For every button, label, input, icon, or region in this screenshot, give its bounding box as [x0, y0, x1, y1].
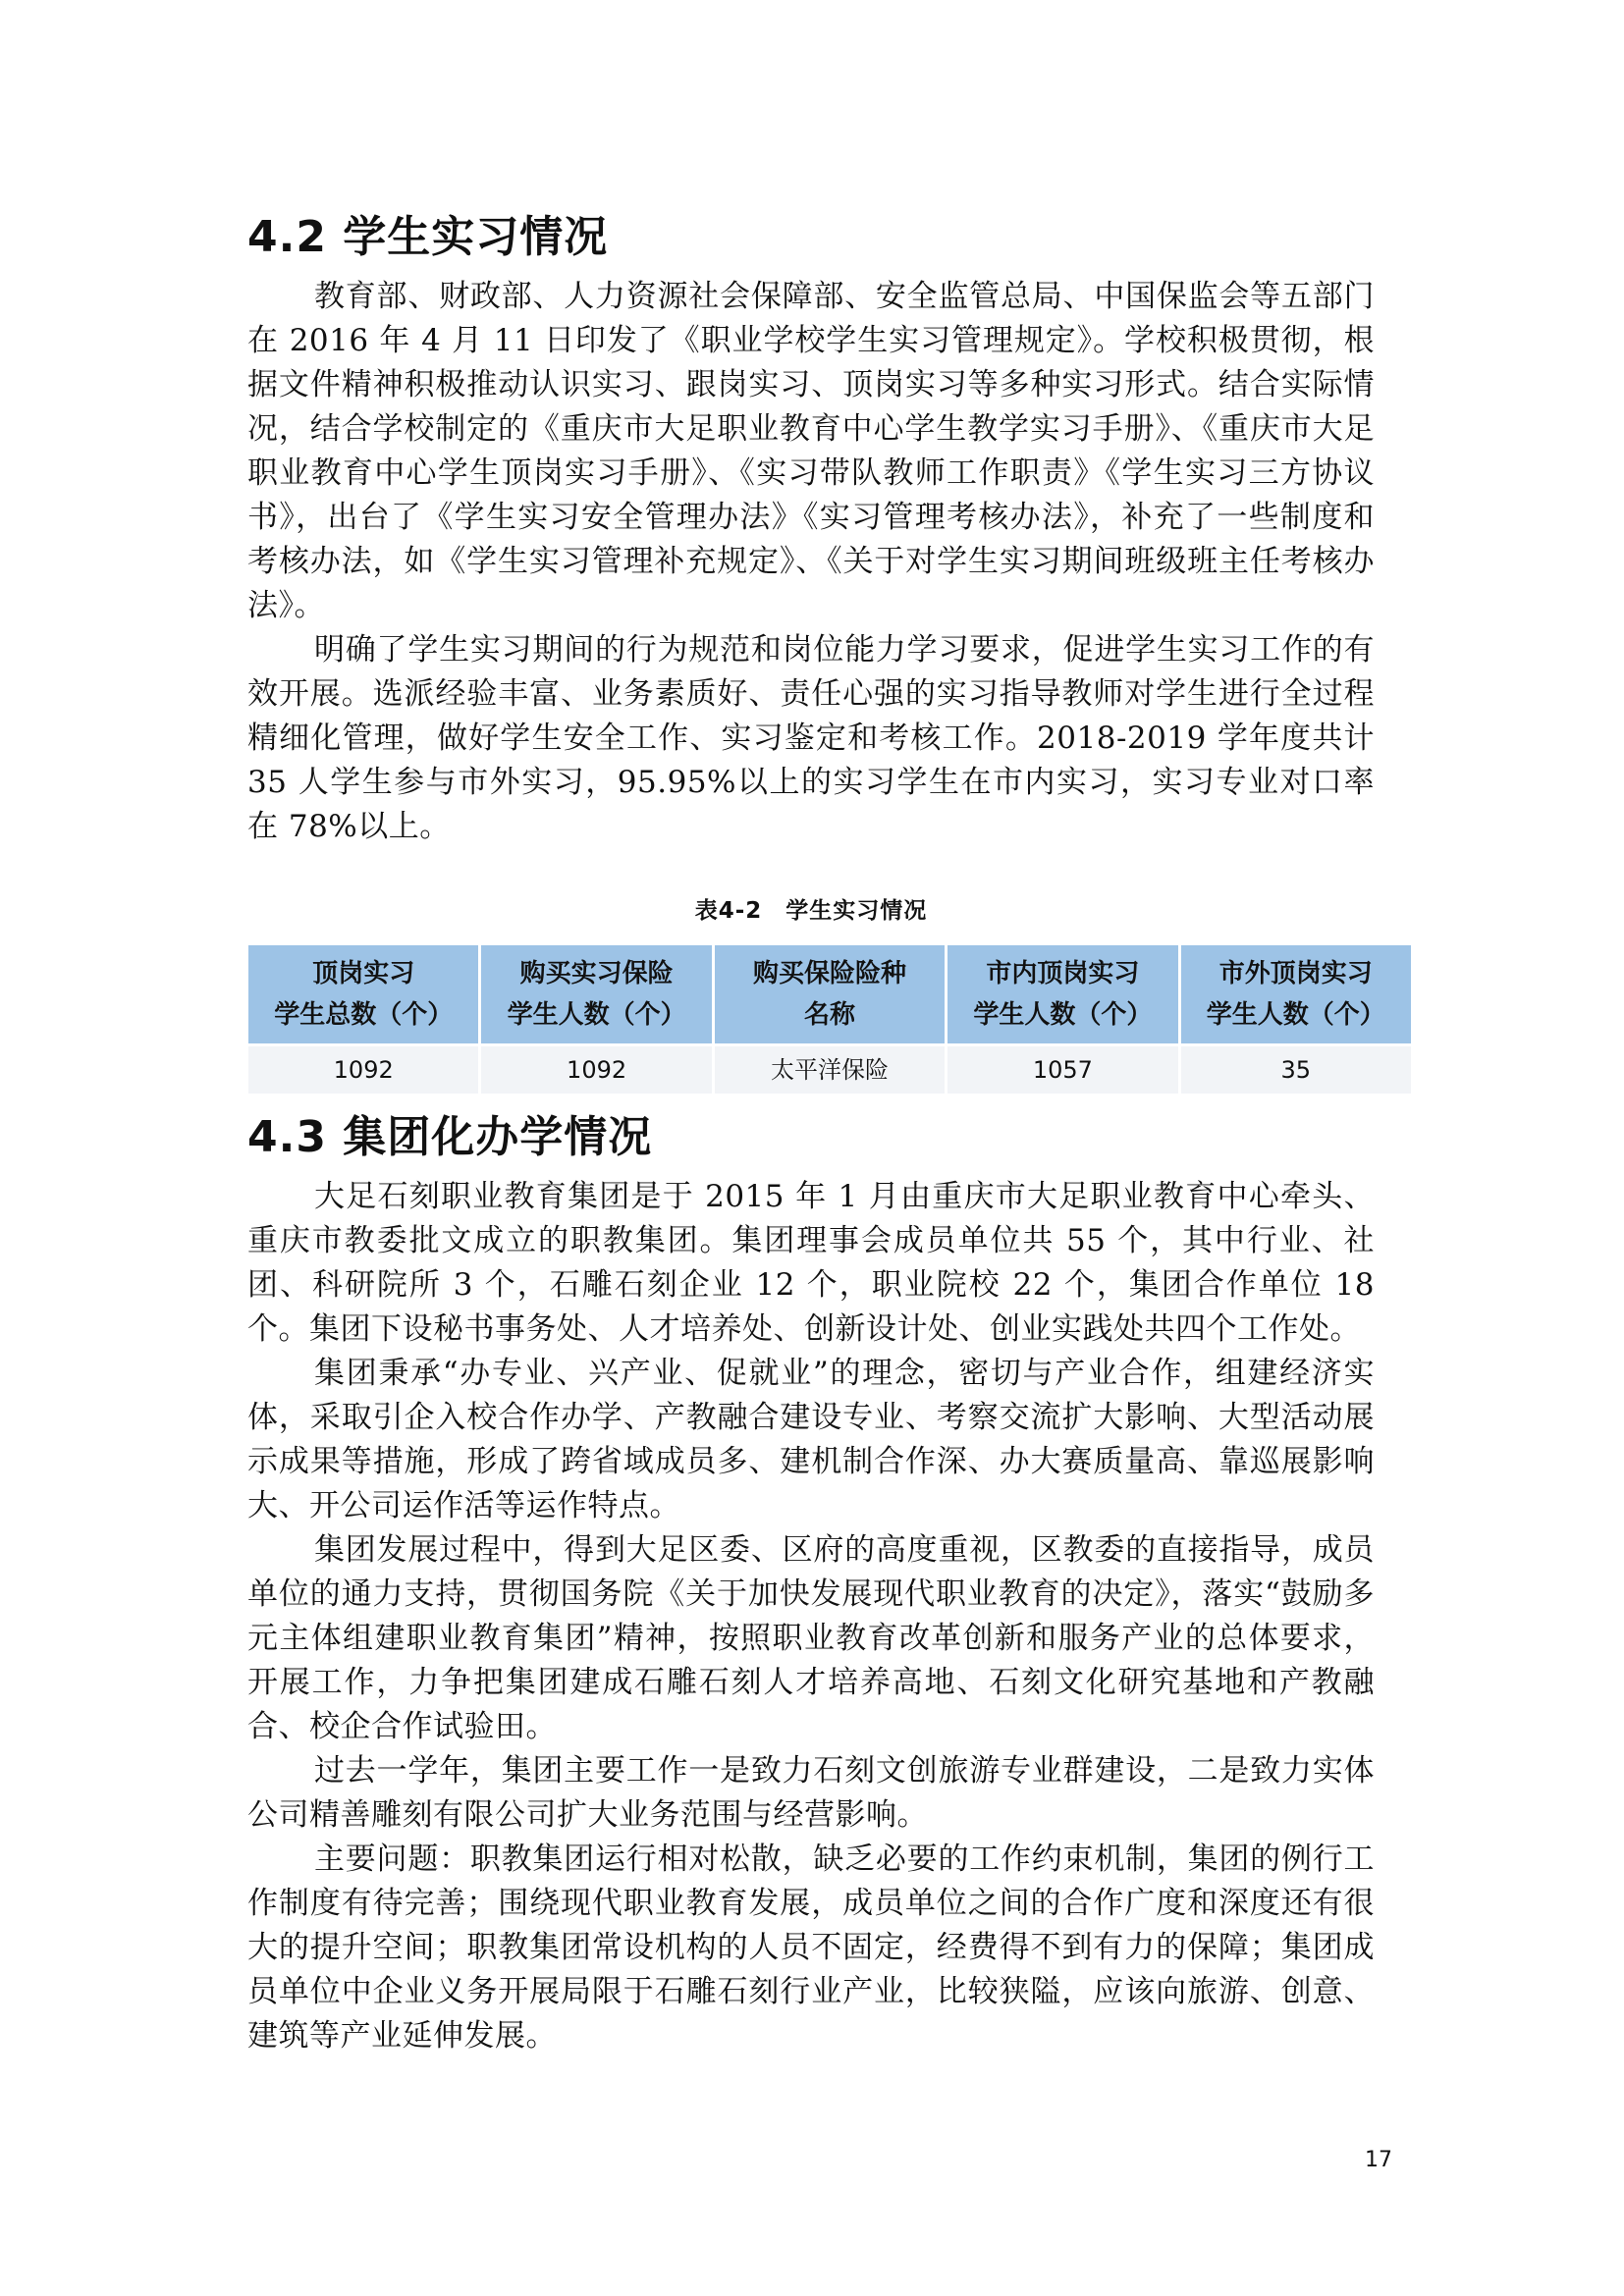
- header-line: 购买实习保险: [519, 959, 674, 988]
- header-line: 购买保险险种: [752, 959, 906, 988]
- paragraph: 过去一学年，集团主要工作一是致力石刻文创旅游专业群建设，二是致力实体公司精善雕刻有限公司扩大业务范围与经营影响。: [247, 1753, 1375, 1833]
- header-line: 顶岗实习: [312, 959, 415, 988]
- page-number: 17: [1365, 2148, 1392, 2172]
- paragraph: 大足石刻职业教育集团是于 2015 年 1 月由重庆市大足职业教育中心牵头、重庆市教委批文成立的职教集团。集团理事会成员单位共 55 个，其中行业、社团、科研院所 3 个，石雕石刻企业 12 个，职业院校 22 个，集团合作单位 18 个。集团下设秘书事务处、人才培养处、创新设计处、创业实践处共四个工作处。: [247, 1179, 1375, 1347]
- header-line: 学生人数（个）: [973, 1000, 1153, 1030]
- table-cell: 1092: [481, 1046, 711, 1094]
- table-caption: 表4-2 学生实习情况: [694, 898, 928, 924]
- paragraph: 集团发展过程中，得到大足区委、区府的高度重视，区教委的直接指导，成员单位的通力支持，贯彻国务院《关于加快发展现代职业教育的决定》，落实“鼓励多元主体组建职业教育集团”精神，按照职业教育改革创新和服务产业的总体要求，开展工作，力争把集团建成石雕石刻人才培养高地、石刻文化研究基地和产教融合、校企合作试验田。: [247, 1532, 1375, 1744]
- paragraph: 主要问题：职教集团运行相对松散，缺乏必要的工作约束机制，集团的例行工作制度有待完善；围绕现代职业教育发展，成员单位之间的合作广度和深度还有很大的提升空间；职教集团常设机构的人员不固定，经费得不到有力的保障；集团成员单位中企业义务开展局限于石雕石刻行业产业，比较狭隘，应该向旅游、创意、建筑等产业延伸发展。: [247, 1842, 1375, 2054]
- table-header-cell: [481, 945, 711, 1043]
- section-heading-4-2: 4.2 学生实习情况: [247, 212, 609, 262]
- header-line: 名称: [803, 1000, 855, 1030]
- table-header-row: [248, 945, 1411, 1043]
- table-header-cell: [1181, 945, 1411, 1043]
- paragraph: 集团秉承“办专业、兴产业、促就业”的理念，密切与产业合作，组建经济实体，采取引企入校合作办学、产教融合建设专业、考察交流扩大影响、大型活动展示成果等措施，形成了跨省域成员多、建机制合作深、办大赛质量高、靠巡展影响大、开公司运作活等运作特点。: [247, 1356, 1375, 1523]
- table-header-cell: [947, 945, 1177, 1043]
- paragraph: 明确了学生实习期间的行为规范和岗位能力学习要求，促进学生实习工作的有效开展。选派经验丰富、业务素质好、责任心强的实习指导教师对学生进行全过程精细化管理，做好学生安全工作、实习鉴定和考核工作。2018-2019 学年度共计 35 人学生参与市外实习，95.95%以上的实习学生在市内实习，实习专业对口率在 78%以上。: [247, 632, 1375, 844]
- table-header-cell: [248, 945, 478, 1043]
- header-line: 市外顶岗实习: [1218, 959, 1373, 988]
- table-cell: 1057: [947, 1046, 1177, 1094]
- header-line: 学生人数（个）: [507, 1000, 686, 1030]
- header-line: 学生人数（个）: [1206, 1000, 1385, 1030]
- paragraph: 教育部、财政部、人力资源社会保障部、安全监管总局、中国保监会等五部门在 2016 年 4 月 11 日印发了《职业学校学生实习管理规定》。学校积极贯彻，根据文件精神积极推动认识实习、跟岗实习、顶岗实习等多种实习形式。结合实际情况，结合学校制定的《重庆市大足职业教育中心学生教学实习手册》、《重庆市大足职业教育中心学生顶岗实习手册》、《实习带队教师工作职责》《学生实习三方协议书》，出台了《学生实习安全管理办法》《实习管理考核办法》，补充了一些制度和考核办法，如《学生实习管理补充规定》、《关于对学生实习期间班级班主任考核办法》。: [247, 279, 1375, 623]
- table-row: [248, 1046, 1411, 1094]
- internship-table: [245, 942, 1414, 1096]
- header-line: 学生总数（个）: [274, 1000, 454, 1030]
- table-header-cell: [715, 945, 945, 1043]
- section-heading-4-3: 4.3 集团化办学情况: [247, 1112, 653, 1162]
- page-content: [247, 206, 1385, 2058]
- header-line: 市内顶岗实习: [986, 959, 1140, 988]
- table-cell: 35: [1181, 1046, 1411, 1094]
- table-cell: 1092: [248, 1046, 478, 1094]
- table-cell: 太平洋保险: [715, 1046, 945, 1094]
